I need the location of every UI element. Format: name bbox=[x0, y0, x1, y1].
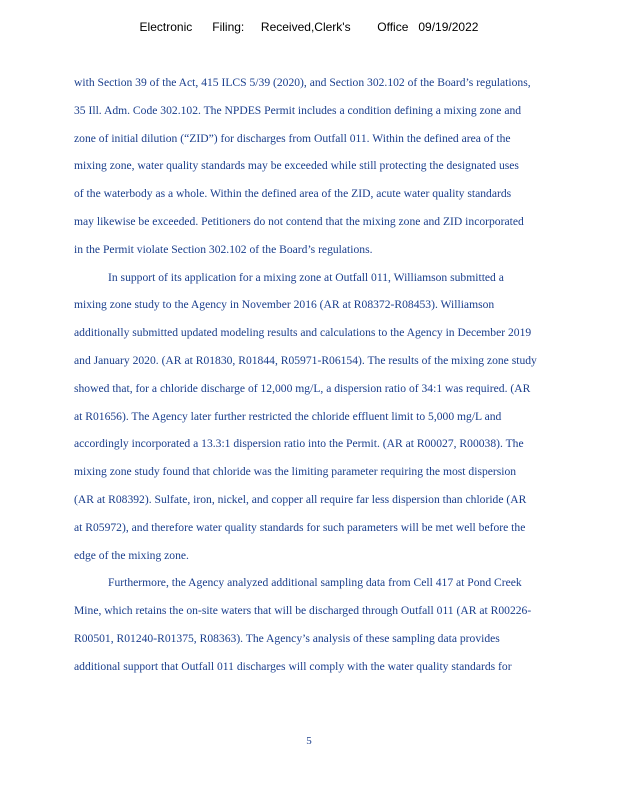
body-text bbox=[74, 69, 574, 681]
text-line: at R05972), and therefore water quality standards for such parameters will be met well before the bbox=[74, 520, 526, 534]
text-line: mixing zone study found that chloride was the limiting parameter requiring the most dispersion bbox=[74, 465, 517, 479]
text-line: additional support that Outfall 011 discharges will comply with the water quality standards for bbox=[74, 659, 512, 673]
text-line: mixing zone, water quality standards may be exceeded while still protecting the designated uses bbox=[74, 159, 519, 173]
text-line: (AR at R08392). Sulfate, iron, nickel, and copper all require far less dispersion than chloride (AR bbox=[74, 492, 527, 506]
text-line: zone of initial dilution (“ZID”) for discharges from Outfall 011. Within the defined area of the bbox=[74, 131, 511, 145]
text-line: 35 Ill. Adm. Code 302.102. The NPDES Permit includes a condition defining a mixing zone and bbox=[74, 103, 522, 117]
page-number: 5 bbox=[306, 735, 312, 747]
text-line: with Section 39 of the Act, 415 ILCS 5/39 (2020), and Section 302.102 of the Board’s regulations, bbox=[74, 76, 531, 89]
text-line: mixing zone study to the Agency in November 2016 (AR at R08372-R08453). Williamson bbox=[74, 298, 495, 312]
paragraph-start-line: In support of its application for a mixing zone at Outfall 011, Williamson submitted a bbox=[108, 270, 504, 284]
text-line: at R01656). The Agency later further restricted the chloride effluent limit to 5,000 mg/L and bbox=[74, 409, 502, 423]
text-line: of the waterbody as a whole. Within the defined area of the ZID, acute water quality standards bbox=[74, 187, 512, 201]
text-line: R00501, R01240-R01375, R08363). The Agency’s analysis of these sampling data provides bbox=[74, 631, 500, 645]
text-line: may likewise be exceeded. Petitioners do not contend that the mixing zone and ZID incorporated bbox=[74, 214, 524, 228]
text-line: in the Permit violate Section 302.102 of the Board’s regulations. bbox=[74, 242, 373, 256]
text-line: edge of the mixing zone. bbox=[74, 548, 189, 562]
filing-header: Electronic Filing: Received,Clerk's Office 09/19/2022 bbox=[139, 20, 479, 34]
text-line: accordingly incorporated a 13.3:1 dispersion ratio into the Permit. (AR at R00027, R00038). The bbox=[74, 437, 524, 451]
text-line: additionally submitted updated modeling results and calculations to the Agency in December 2019 bbox=[74, 326, 532, 340]
text-line: and January 2020. (AR at R01830, R01844, R05971-R06154). The results of the mixing zone study bbox=[74, 353, 537, 367]
paragraph-start-line: Furthermore, the Agency analyzed additional sampling data from Cell 417 at Pond Creek bbox=[108, 576, 522, 590]
text-line: Mine, which retains the on-site waters that will be discharged through Outfall 011 (AR at R00226- bbox=[74, 604, 532, 618]
text-line: showed that, for a chloride discharge of 12,000 mg/L, a dispersion ratio of 34:1 was required. (AR bbox=[74, 381, 531, 395]
